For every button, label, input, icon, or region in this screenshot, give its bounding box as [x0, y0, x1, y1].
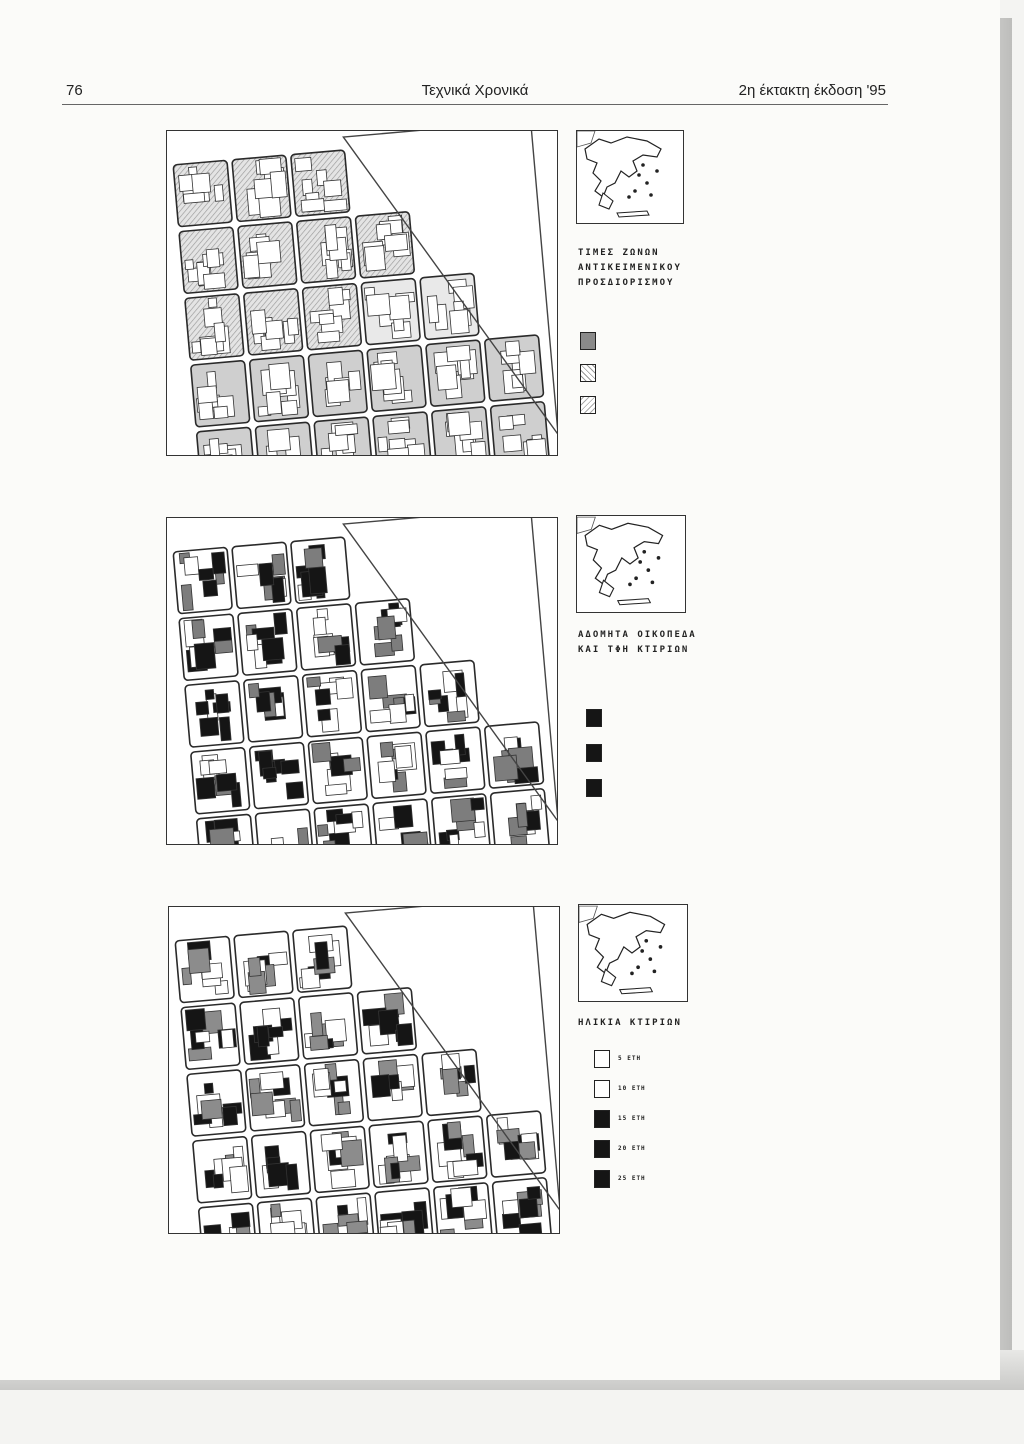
building-footprint	[243, 255, 260, 279]
city-block-map	[167, 131, 557, 455]
building-footprint	[315, 689, 331, 706]
building-footprint	[200, 717, 219, 736]
building-footprint	[315, 942, 329, 970]
island-dot	[641, 163, 645, 167]
legend-title: ΗΛΙΚΙΑ ΚΤΙΡΙΩΝ	[578, 1018, 682, 1028]
building-footprint	[310, 1035, 329, 1050]
building-footprint	[460, 359, 471, 379]
city-block-map	[169, 907, 559, 1233]
building-footprint	[262, 638, 285, 661]
building-footprint	[319, 313, 334, 324]
greece-outline-icon	[577, 516, 685, 612]
building-footprint	[516, 803, 527, 827]
island-dot	[649, 193, 653, 197]
legend-swatch	[594, 1110, 610, 1128]
building-footprint	[192, 620, 205, 639]
legend-swatch	[594, 1170, 610, 1188]
building-footprint	[368, 675, 388, 699]
building-footprint	[352, 811, 363, 828]
building-footprint	[269, 363, 291, 390]
building-footprint	[389, 704, 407, 724]
building-footprint	[380, 742, 393, 757]
building-footprint	[335, 424, 358, 436]
island-dot	[645, 181, 649, 185]
building-footprint	[274, 612, 288, 634]
island-dot	[637, 173, 641, 177]
building-footprint	[286, 782, 304, 799]
building-footprint	[268, 1027, 283, 1038]
island-dot	[627, 195, 631, 199]
building-footprint	[230, 1166, 249, 1193]
building-footprint	[366, 294, 390, 317]
building-footprint	[326, 380, 350, 404]
island-dot	[646, 568, 650, 572]
building-footprint	[208, 298, 217, 308]
building-footprint	[449, 834, 459, 844]
building-footprint	[248, 683, 259, 697]
building-footprint	[312, 742, 332, 762]
island-dot	[648, 957, 652, 961]
page-number: 76	[66, 82, 83, 99]
building-footprint	[340, 1140, 364, 1167]
building-footprint	[378, 437, 388, 452]
building-footprint	[263, 767, 277, 779]
building-footprint	[270, 1221, 296, 1233]
building-footprint	[214, 322, 226, 342]
island-dot	[636, 965, 640, 969]
building-footprint	[214, 406, 228, 418]
building-footprint	[503, 435, 522, 452]
building-footprint	[325, 784, 347, 796]
building-footprint	[201, 1099, 223, 1119]
building-footprint	[446, 345, 470, 362]
building-footprint	[248, 957, 261, 976]
building-age-map	[168, 906, 560, 1234]
building-footprint	[336, 813, 353, 824]
building-footprint	[378, 761, 396, 783]
building-footprint	[250, 310, 266, 334]
building-footprint	[236, 564, 258, 577]
building-footprint	[323, 1223, 339, 1233]
building-footprint	[281, 400, 298, 415]
building-footprint	[307, 677, 321, 687]
journal-title: Τεχνικά Χρονικά	[421, 82, 529, 99]
building-footprint	[205, 689, 214, 699]
building-footprint	[314, 1068, 330, 1090]
building-footprint	[326, 259, 339, 279]
greece-inset-map	[576, 515, 686, 613]
building-footprint	[519, 1223, 542, 1233]
building-footprint	[216, 773, 237, 791]
building-footprint	[317, 331, 339, 343]
building-footprint	[184, 557, 199, 575]
building-footprint	[505, 341, 520, 356]
building-footprint	[440, 1229, 455, 1233]
building-footprint	[301, 199, 324, 213]
building-footprint	[181, 584, 193, 610]
legend-swatch	[594, 1080, 610, 1098]
building-footprint	[196, 777, 216, 799]
building-footprint	[286, 1164, 299, 1190]
building-footprint	[257, 1026, 269, 1047]
building-footprint	[335, 644, 351, 665]
vacant-lots-map	[166, 517, 558, 845]
mainland-greece	[585, 523, 662, 584]
building-footprint	[318, 825, 329, 837]
legend-swatch	[594, 1050, 610, 1068]
building-footprint	[451, 1187, 473, 1207]
building-footprint	[427, 296, 439, 323]
building-footprint	[325, 225, 338, 251]
city-block-map	[167, 518, 557, 844]
island-dot	[655, 169, 659, 173]
building-footprint	[323, 199, 347, 212]
building-footprint	[222, 1106, 237, 1125]
building-footprint	[337, 1205, 347, 1215]
building-footprint	[519, 1198, 538, 1218]
island-dot	[644, 939, 648, 943]
building-footprint	[212, 552, 226, 574]
building-footprint	[347, 1221, 368, 1233]
building-footprint	[214, 185, 224, 202]
building-footprint	[502, 1213, 520, 1229]
legend-swatch	[594, 1140, 610, 1158]
mainland-greece	[587, 912, 664, 973]
building-footprint	[271, 1204, 281, 1217]
building-footprint	[323, 840, 336, 844]
building-footprint	[403, 1220, 416, 1233]
building-footprint	[260, 1072, 284, 1090]
building-footprint	[371, 1075, 390, 1098]
building-footprint	[199, 568, 214, 580]
building-footprint	[197, 386, 217, 404]
building-footprint	[334, 1080, 347, 1092]
building-footprint	[445, 767, 467, 779]
building-footprint	[395, 745, 413, 768]
building-footprint	[447, 711, 465, 722]
island-dot	[638, 560, 642, 564]
building-footprint	[450, 310, 470, 334]
legend-swatch	[580, 396, 596, 414]
greece-inset-map	[576, 130, 684, 224]
building-footprint	[287, 318, 298, 335]
building-footprint	[343, 758, 360, 772]
legend-swatch	[580, 364, 596, 382]
building-footprint	[183, 192, 204, 203]
building-footprint	[221, 1029, 234, 1048]
building-footprint	[290, 1100, 302, 1122]
building-footprint	[257, 240, 281, 263]
building-footprint	[511, 836, 528, 844]
building-footprint	[271, 838, 285, 844]
building-footprint	[209, 828, 234, 844]
building-footprint	[388, 295, 410, 320]
greece-inset-map	[578, 904, 688, 1002]
running-header	[62, 80, 888, 105]
building-footprint	[526, 439, 546, 455]
island-dot	[657, 556, 661, 560]
building-footprint	[497, 1128, 520, 1143]
island-dot	[651, 581, 655, 585]
building-footprint	[188, 948, 211, 974]
building-footprint	[493, 755, 518, 781]
island-dot	[653, 970, 657, 974]
building-footprint	[331, 1169, 356, 1188]
building-footprint	[309, 567, 328, 594]
island-dot	[659, 945, 663, 949]
legend-title: ΤΙΜΕΣ ΖΩΝΩΝ ΑΝΤΙΚΕΙΜΕΝΙΚΟΥ ΠΡΟΣΔΙΟΡΙΣΜΟΥ	[578, 248, 682, 288]
building-footprint	[442, 1068, 459, 1094]
building-footprint	[195, 1031, 210, 1043]
crete	[620, 988, 653, 994]
building-footprint	[213, 627, 231, 641]
building-footprint	[370, 709, 391, 723]
building-footprint	[185, 260, 194, 270]
island-dot	[642, 550, 646, 554]
building-footprint	[265, 320, 284, 339]
building-footprint	[380, 1226, 397, 1233]
building-footprint	[204, 1225, 222, 1233]
legend-swatch	[586, 744, 602, 762]
building-footprint	[405, 694, 415, 712]
building-footprint	[391, 1163, 401, 1179]
building-footprint	[194, 643, 216, 670]
crete	[617, 211, 649, 217]
building-footprint	[388, 448, 410, 455]
building-footprint	[448, 412, 471, 436]
island-dot	[633, 189, 637, 193]
building-footprint	[304, 548, 323, 569]
building-footprint	[471, 798, 485, 811]
building-footprint	[336, 678, 353, 699]
building-footprint	[388, 420, 410, 434]
building-footprint	[377, 616, 396, 640]
building-footprint	[453, 1160, 478, 1177]
building-footprint	[297, 828, 309, 844]
building-footprint	[185, 1009, 206, 1031]
building-footprint	[192, 173, 211, 193]
building-footprint	[246, 634, 258, 650]
building-footprint	[200, 338, 217, 356]
building-footprint	[436, 365, 457, 390]
building-footprint	[266, 392, 282, 415]
building-footprint	[259, 563, 274, 586]
building-footprint	[499, 416, 514, 431]
building-footprint	[213, 1174, 223, 1188]
island-dot	[628, 583, 632, 587]
building-footprint	[209, 760, 227, 775]
building-footprint	[323, 180, 341, 197]
building-footprint	[338, 1102, 351, 1115]
building-footprint	[407, 444, 425, 455]
building-footprint	[403, 832, 429, 844]
building-footprint	[209, 438, 220, 455]
legend-swatch	[586, 779, 602, 797]
building-footprint	[328, 287, 344, 305]
building-footprint	[393, 805, 413, 828]
building-footprint	[204, 1083, 213, 1093]
building-footprint	[311, 1012, 323, 1036]
building-footprint	[348, 371, 361, 390]
crete	[618, 599, 651, 605]
building-footprint	[203, 580, 218, 597]
legend-title: ΑΔΟΜΗΤΑ ΟΙΚΟΠΕΔΑ ΚΑΙ ΤΦΗ ΚΤΙΡΙΩΝ	[578, 630, 697, 655]
building-footprint	[216, 694, 229, 713]
island-dot	[634, 576, 638, 580]
building-footprint	[471, 441, 487, 455]
building-footprint	[474, 822, 485, 838]
zone-values-map	[166, 130, 558, 456]
building-footprint	[196, 701, 209, 715]
building-footprint	[281, 760, 299, 775]
building-footprint	[384, 234, 407, 252]
building-footprint	[527, 1186, 540, 1199]
building-footprint	[318, 709, 331, 721]
mainland-greece	[585, 137, 661, 197]
building-footprint	[251, 1092, 274, 1116]
greece-outline-icon	[579, 905, 687, 1001]
building-footprint	[440, 749, 461, 765]
building-footprint	[231, 1212, 250, 1228]
building-footprint	[206, 249, 220, 268]
island-dot	[640, 949, 644, 953]
building-footprint	[321, 1133, 342, 1151]
building-footprint	[370, 363, 396, 391]
building-footprint	[518, 351, 535, 375]
island-dot	[630, 972, 634, 976]
building-footprint	[267, 429, 290, 452]
building-footprint	[396, 1023, 413, 1045]
legend-swatch	[580, 332, 596, 350]
building-footprint	[272, 554, 285, 575]
building-footprint	[428, 690, 441, 700]
building-footprint	[512, 374, 524, 388]
edition-label: 2η έκτακτη έκδοση '95	[738, 82, 886, 99]
building-footprint	[270, 171, 287, 198]
building-footprint	[364, 246, 385, 272]
legend-swatch	[586, 709, 602, 727]
greece-outline-icon	[577, 131, 683, 223]
building-footprint	[295, 157, 312, 171]
building-footprint	[447, 1122, 461, 1139]
building-footprint	[203, 273, 225, 289]
building-footprint	[269, 952, 288, 966]
building-footprint	[219, 717, 231, 741]
